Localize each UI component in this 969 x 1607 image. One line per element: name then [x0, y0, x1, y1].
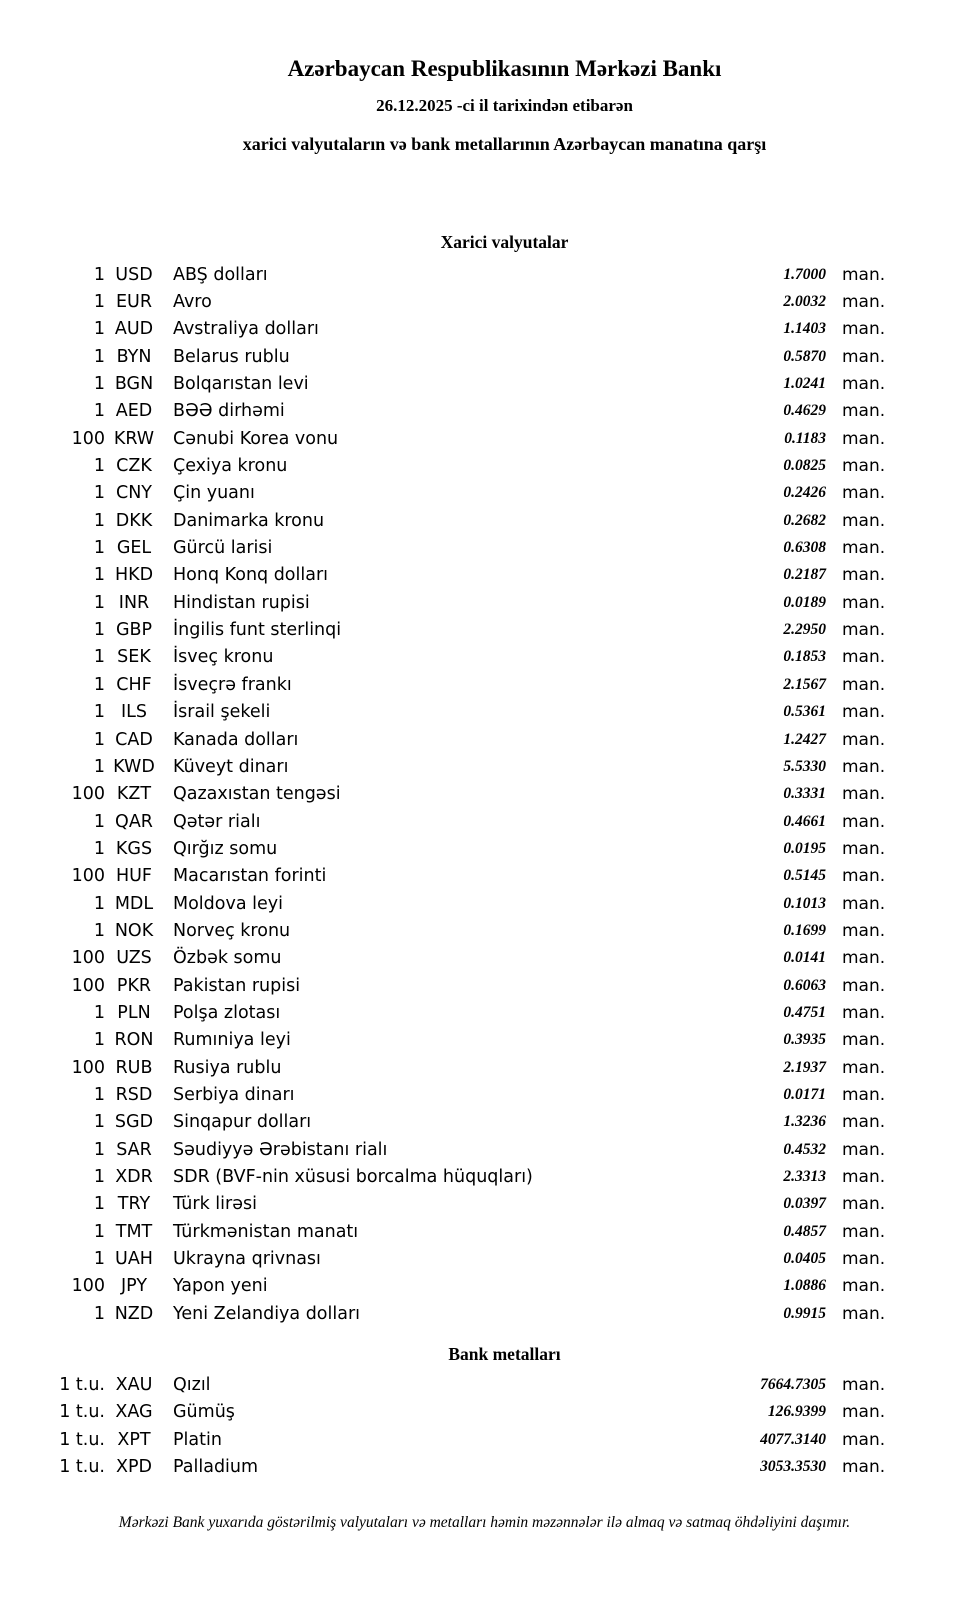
rate-row	[0, 452, 892, 479]
currencies-section-heading: Xarici valyutalar	[440, 232, 569, 252]
unit-label: man.	[842, 264, 886, 285]
currency-code: AUD	[114, 319, 154, 340]
currency-code: XDR	[115, 1167, 153, 1188]
currency-code: HUF	[115, 866, 153, 887]
currency-name: Macarıstan forinti	[173, 866, 327, 887]
currency-code: XPT	[117, 1429, 151, 1450]
currency-code: UAH	[115, 1249, 153, 1270]
rate-value: 0.6063	[783, 976, 826, 994]
currency-name: Bolqarıstan levi	[173, 374, 309, 395]
rate-value: 0.1013	[783, 894, 826, 912]
page-title: Azərbaycan Respublikasının Mərkəzi Bankı	[287, 56, 722, 81]
currency-code: UZS	[116, 948, 152, 969]
currency-name: Sinqapur dolları	[173, 1112, 312, 1133]
currency-code: KRW	[113, 428, 155, 449]
unit-label: man.	[842, 838, 886, 859]
rate-row	[0, 507, 892, 534]
unit-label: man.	[842, 401, 886, 422]
unit-label: man.	[842, 1402, 886, 1423]
currency-name: Polşa zlotası	[173, 1002, 281, 1023]
rate-quantity: 1 t.u.	[59, 1402, 105, 1423]
rate-row	[0, 671, 892, 698]
currency-name: Özbək somu	[173, 948, 282, 969]
unit-label: man.	[842, 647, 886, 668]
rate-value: 0.5870	[783, 347, 826, 365]
rate-value: 0.3331	[783, 785, 826, 803]
unit-label: man.	[842, 1249, 886, 1270]
rate-value: 2.3313	[783, 1168, 826, 1186]
unit-label: man.	[842, 920, 886, 941]
currency-code: CNY	[116, 483, 152, 504]
rate-quantity: 100	[71, 948, 105, 969]
rate-quantity: 1	[93, 592, 105, 613]
rate-row	[0, 781, 892, 808]
rate-quantity: 1	[93, 620, 105, 641]
rate-quantity: 1	[93, 510, 105, 531]
rate-row	[0, 1300, 892, 1327]
rate-value: 5.5330	[783, 757, 826, 775]
unit-label: man.	[842, 483, 886, 504]
unit-label: man.	[842, 1002, 886, 1023]
rate-row	[0, 425, 892, 452]
rate-quantity: 1	[93, 811, 105, 832]
currency-code: PLN	[117, 1002, 151, 1023]
rate-value: 0.0189	[783, 593, 826, 611]
rate-value: 0.0195	[783, 839, 826, 857]
effective-date: 26.12.2025 -ci il tarixindən etibarən	[376, 96, 633, 115]
rate-row	[0, 1081, 892, 1108]
rate-value: 1.2427	[783, 730, 826, 748]
unit-label: man.	[842, 1112, 886, 1133]
page-header	[0, 56, 969, 155]
rate-quantity: 100	[71, 428, 105, 449]
rate-quantity: 1 t.u.	[59, 1429, 105, 1450]
rate-row	[0, 562, 892, 589]
currency-code: RSD	[115, 1084, 153, 1105]
rate-value: 0.4751	[783, 1003, 826, 1021]
unit-label: man.	[842, 620, 886, 641]
rate-quantity: 1	[93, 1002, 105, 1023]
currency-code: DKK	[115, 510, 153, 531]
currency-name: Avstraliya dolları	[173, 319, 319, 340]
currency-name: Türk lirəsi	[173, 1194, 257, 1215]
rate-quantity: 100	[71, 975, 105, 996]
rate-quantity: 1	[93, 893, 105, 914]
currency-name: SDR (BVF-nin xüsusi borcalma hüquqları)	[173, 1167, 533, 1188]
metals-table	[0, 1371, 892, 1480]
rate-quantity: 1	[93, 1194, 105, 1215]
page-subtitle: xarici valyutaların və bank metallarının Azərbaycan manatına qarşı	[242, 134, 767, 154]
rate-value: 0.4532	[783, 1140, 826, 1158]
currency-name: İsveç kronu	[173, 647, 274, 668]
rate-row	[0, 534, 892, 561]
unit-label: man.	[842, 1194, 886, 1215]
unit-label: man.	[842, 784, 886, 805]
currency-name: Platin	[173, 1429, 222, 1450]
currency-code: XAG	[115, 1402, 153, 1423]
currency-code: XPD	[115, 1457, 153, 1478]
rate-quantity: 100	[71, 1057, 105, 1078]
rate-quantity: 100	[71, 1276, 105, 1297]
currency-name: Çin yuanı	[173, 483, 255, 504]
rate-value: 126.9399	[767, 1403, 826, 1421]
rate-value: 0.0405	[783, 1250, 826, 1268]
rate-value: 0.0397	[783, 1195, 826, 1213]
rate-quantity: 100	[71, 866, 105, 887]
rate-row	[0, 616, 892, 643]
currency-code: JPY	[120, 1276, 148, 1297]
currency-code: GEL	[116, 538, 152, 559]
unit-label: man.	[842, 893, 886, 914]
rate-quantity: 1	[93, 1139, 105, 1160]
rate-row	[0, 1426, 892, 1453]
currency-name: Belarus rublu	[173, 346, 290, 367]
unit-label: man.	[842, 1429, 886, 1450]
currency-name: Qətər rialı	[173, 811, 261, 832]
rate-quantity: 1	[93, 1030, 105, 1051]
unit-label: man.	[842, 292, 886, 313]
rate-row	[0, 1163, 892, 1190]
currency-name: Hindistan rupisi	[173, 592, 310, 613]
rate-value: 2.1567	[783, 675, 826, 693]
rate-row	[0, 699, 892, 726]
unit-label: man.	[842, 866, 886, 887]
rate-value: 0.1699	[783, 921, 826, 939]
currency-code: CHF	[116, 674, 152, 695]
unit-label: man.	[842, 702, 886, 723]
unit-label: man.	[842, 1057, 886, 1078]
currency-code: SEK	[117, 647, 151, 668]
currency-code: TMT	[115, 1221, 153, 1242]
rate-quantity: 1	[93, 674, 105, 695]
currency-code: KWD	[113, 756, 155, 777]
metals-section-heading: Bank metalları	[448, 1344, 561, 1365]
currency-code: EUR	[115, 292, 153, 313]
rate-quantity: 1	[93, 838, 105, 859]
rate-value: 1.3236	[783, 1113, 826, 1131]
rate-quantity: 1	[93, 292, 105, 313]
currency-code: SAR	[116, 1139, 152, 1160]
currency-code: QAR	[115, 811, 153, 832]
currency-name: Çexiya kronu	[173, 456, 288, 477]
currency-code: NZD	[114, 1303, 154, 1324]
rate-quantity: 1	[93, 264, 105, 285]
currency-name: Qızıl	[173, 1375, 211, 1396]
unit-label: man.	[842, 319, 886, 340]
currency-code: RON	[114, 1030, 154, 1051]
rate-value: 2.1937	[783, 1058, 826, 1076]
unit-label: man.	[842, 510, 886, 531]
rate-quantity: 1	[93, 565, 105, 586]
rate-quantity: 1	[93, 1167, 105, 1188]
unit-label: man.	[842, 428, 886, 449]
currency-name: Danimarka kronu	[173, 510, 325, 531]
rate-value: 0.4629	[783, 402, 826, 420]
currency-name: Pakistan rupisi	[173, 975, 301, 996]
currency-name: Avro	[173, 292, 212, 313]
rate-value: 0.2187	[783, 566, 826, 584]
currency-name: Gümüş	[173, 1402, 235, 1423]
currency-name: İngilis funt sterlinqi	[173, 620, 342, 641]
unit-label: man.	[842, 1221, 886, 1242]
rate-row	[0, 480, 892, 507]
currency-code: TRY	[117, 1194, 151, 1215]
currency-name: Yeni Zelandiya dolları	[173, 1303, 361, 1324]
currency-code: USD	[115, 264, 153, 285]
rate-row	[0, 863, 892, 890]
rate-value: 1.7000	[783, 265, 826, 283]
currency-name: Palladium	[173, 1457, 259, 1478]
currency-name: Norveç kronu	[173, 920, 291, 941]
rate-quantity: 1 t.u.	[59, 1457, 105, 1478]
currency-code: NOK	[114, 920, 154, 941]
currency-code: KZT	[116, 784, 152, 805]
rate-row	[0, 945, 892, 972]
currency-name: Gürcü larisi	[173, 538, 273, 559]
unit-label: man.	[842, 1084, 886, 1105]
rate-row	[0, 808, 892, 835]
rate-row	[0, 1191, 892, 1218]
currency-name: Moldova leyi	[173, 893, 283, 914]
currency-name: Türkmənistan manatı	[173, 1221, 359, 1242]
unit-label: man.	[842, 1139, 886, 1160]
rate-quantity: 1	[93, 483, 105, 504]
currency-name: Səudiyyə Ərəbistanı rialı	[173, 1139, 388, 1160]
rate-row	[0, 1218, 892, 1245]
rate-value: 0.9915	[783, 1304, 826, 1322]
currency-name: Rumıniya leyi	[173, 1030, 291, 1051]
rate-value: 0.0171	[783, 1085, 826, 1103]
currency-name: Rusiya rublu	[173, 1057, 282, 1078]
rate-value: 1.1403	[783, 320, 826, 338]
rate-value: 4077.3140	[760, 1430, 826, 1448]
rate-quantity: 1	[93, 1112, 105, 1133]
unit-label: man.	[842, 1303, 886, 1324]
rate-row	[0, 1273, 892, 1300]
rate-value: 0.1183	[784, 429, 826, 447]
rate-quantity: 1	[93, 374, 105, 395]
rate-row	[0, 726, 892, 753]
rate-row	[0, 1109, 892, 1136]
currency-code: AED	[115, 401, 153, 422]
unit-label: man.	[842, 1375, 886, 1396]
rate-quantity: 1	[93, 1084, 105, 1105]
rate-quantity: 1	[93, 456, 105, 477]
unit-label: man.	[842, 538, 886, 559]
rate-row	[0, 917, 892, 944]
unit-label: man.	[842, 948, 886, 969]
rate-value: 0.1853	[783, 648, 826, 666]
currency-name: Kanada dolları	[173, 729, 299, 750]
rate-row	[0, 1027, 892, 1054]
rate-row	[0, 890, 892, 917]
currency-name: İsveçrə frankı	[173, 674, 292, 695]
currency-code: GBP	[115, 620, 153, 641]
rate-row	[0, 288, 892, 315]
unit-label: man.	[842, 674, 886, 695]
unit-label: man.	[842, 456, 886, 477]
rate-value: 1.0886	[783, 1277, 826, 1295]
rate-quantity: 1	[93, 647, 105, 668]
currency-code: CAD	[115, 729, 153, 750]
unit-label: man.	[842, 729, 886, 750]
rate-quantity: 1	[93, 920, 105, 941]
rate-value: 3053.3530	[760, 1458, 826, 1476]
unit-label: man.	[842, 346, 886, 367]
currency-code: SGD	[114, 1112, 154, 1133]
rate-value: 1.0241	[783, 375, 826, 393]
rate-row	[0, 753, 892, 780]
rate-value: 0.0825	[783, 457, 826, 475]
unit-label: man.	[842, 1167, 886, 1188]
rate-value: 0.5145	[783, 867, 826, 885]
unit-label: man.	[842, 1030, 886, 1051]
currency-code: INR	[118, 592, 150, 613]
rate-value: 2.0032	[783, 293, 826, 311]
rate-row	[0, 398, 892, 425]
disclaimer-text: Mərkəzi Bank yuxarıda göstərilmiş valyutaları və metalları həmin məzənnələr ilə almaq və satmaq öhdəliyini daşımır.	[118, 1513, 851, 1531]
rate-quantity: 1	[93, 702, 105, 723]
rate-value: 0.3935	[783, 1031, 826, 1049]
rate-row	[0, 1399, 892, 1426]
unit-label: man.	[842, 756, 886, 777]
rate-value: 0.4857	[783, 1222, 826, 1240]
unit-label: man.	[842, 374, 886, 395]
currency-code: BGN	[114, 374, 154, 395]
rate-row	[0, 316, 892, 343]
rate-quantity: 1	[93, 346, 105, 367]
rate-value: 0.0141	[783, 949, 826, 967]
currency-code: PKR	[116, 975, 152, 996]
rate-row	[0, 1453, 892, 1480]
rate-row	[0, 999, 892, 1026]
rate-value: 0.5361	[783, 703, 826, 721]
rate-row	[0, 972, 892, 999]
rate-row	[0, 1054, 892, 1081]
rate-row	[0, 343, 892, 370]
currency-name: İsrail şekeli	[173, 702, 271, 723]
currency-name: Qırğız somu	[173, 838, 278, 859]
currency-code: RUB	[115, 1057, 153, 1078]
rate-row	[0, 1136, 892, 1163]
unit-label: man.	[842, 975, 886, 996]
rate-value: 0.2682	[783, 511, 826, 529]
currency-code: MDL	[114, 893, 154, 914]
rate-quantity: 1	[93, 319, 105, 340]
rate-quantity: 1	[93, 401, 105, 422]
unit-label: man.	[842, 1457, 886, 1478]
rate-row	[0, 644, 892, 671]
rate-value: 0.6308	[783, 539, 826, 557]
currency-name: Honq Konq dolları	[173, 565, 329, 586]
unit-label: man.	[842, 811, 886, 832]
currency-code: HKD	[114, 565, 154, 586]
rate-value: 7664.7305	[760, 1376, 826, 1394]
rate-row	[0, 1245, 892, 1272]
rate-quantity: 1	[93, 1221, 105, 1242]
currency-name: Serbiya dinarı	[173, 1084, 295, 1105]
unit-label: man.	[842, 565, 886, 586]
rate-value: 0.4661	[783, 812, 826, 830]
currency-code: BYN	[116, 346, 152, 367]
currency-code: ILS	[120, 702, 148, 723]
rate-row	[0, 589, 892, 616]
currency-code: XAU	[115, 1375, 153, 1396]
currency-name: Ukrayna qrivnası	[173, 1249, 321, 1270]
currency-name: Küveyt dinarı	[173, 756, 289, 777]
currency-name: Cənubi Korea vonu	[173, 428, 339, 449]
currency-name: Yapon yeni	[173, 1276, 268, 1297]
rate-quantity: 1	[93, 1303, 105, 1324]
currency-code: CZK	[116, 456, 152, 477]
currency-name: ABŞ dolları	[173, 264, 268, 285]
rate-value: 2.2950	[783, 621, 826, 639]
rate-row	[0, 261, 892, 288]
rate-row	[0, 835, 892, 862]
rate-quantity: 1	[93, 729, 105, 750]
currency-name: Qazaxıstan tengəsi	[173, 784, 341, 805]
rate-value: 0.2426	[783, 484, 826, 502]
currency-code: KGS	[115, 838, 153, 859]
unit-label: man.	[842, 592, 886, 613]
rate-row	[0, 370, 892, 397]
currencies-table	[0, 261, 892, 1327]
unit-label: man.	[842, 1276, 886, 1297]
rate-quantity: 1	[93, 1249, 105, 1270]
rate-quantity: 100	[71, 784, 105, 805]
currency-name: BƏƏ dirhəmi	[173, 401, 285, 422]
rate-row	[0, 1371, 892, 1398]
rate-quantity: 1	[93, 538, 105, 559]
rate-quantity: 1 t.u.	[59, 1375, 105, 1396]
rate-quantity: 1	[93, 756, 105, 777]
